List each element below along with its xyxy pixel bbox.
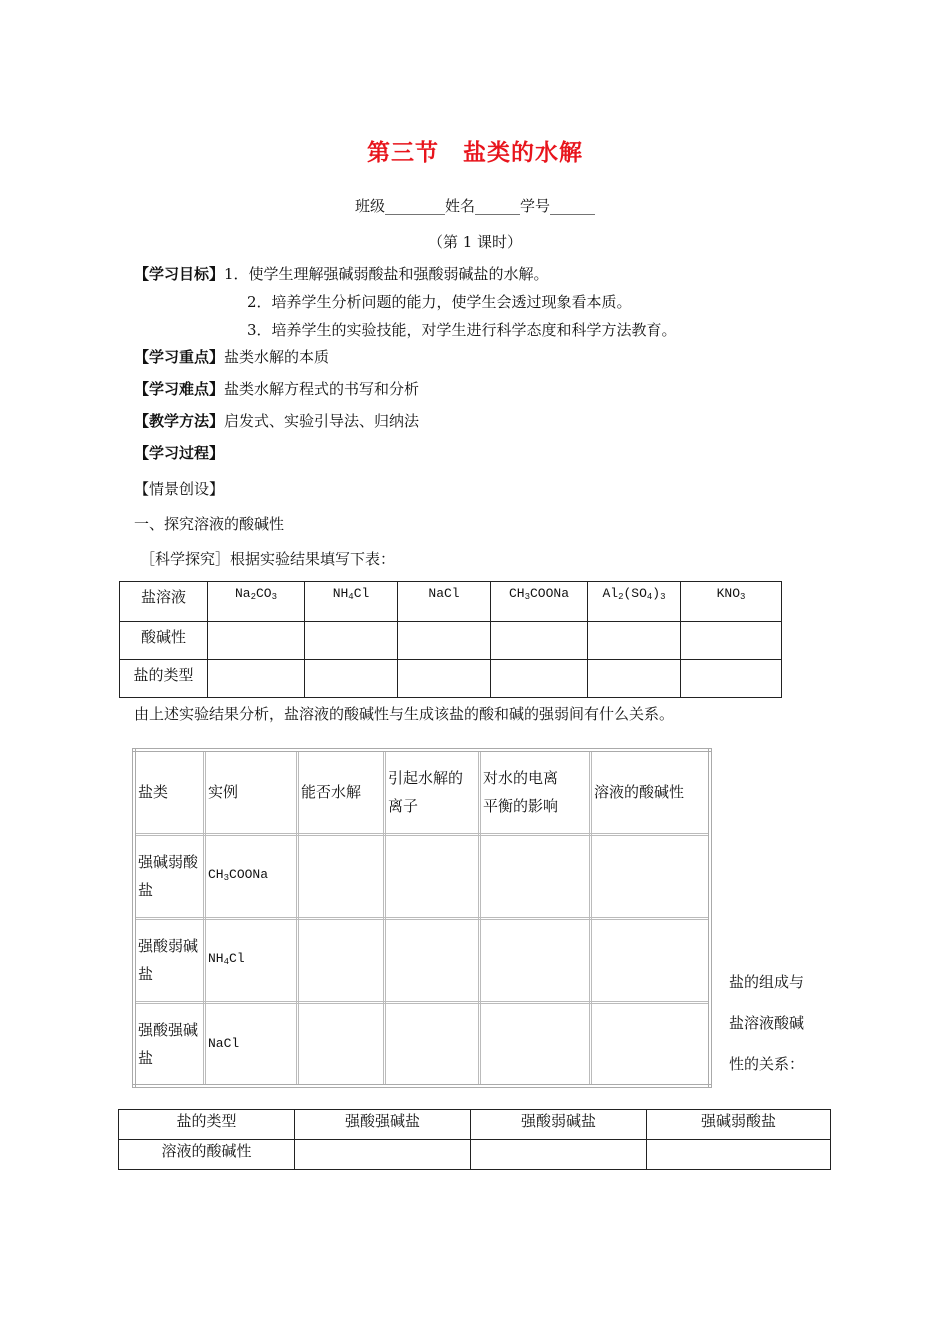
- hydrolysis-table: [132, 748, 712, 1088]
- salt-type-row-label: 盐的类型: [120, 660, 208, 698]
- goal-label: 【学习目标】: [134, 265, 225, 283]
- table-cell[interactable]: [480, 918, 591, 1002]
- table-cell[interactable]: [398, 660, 491, 698]
- side-note-line1: 盐的组成与: [729, 973, 805, 991]
- row2-label-line1: 强酸弱碱: [138, 937, 199, 955]
- student-info-line: 班级________姓名______学号______: [354, 197, 595, 215]
- salt-kno3: $KNO_3$: [681, 582, 782, 622]
- salt-na2co3: $Na_2CO_3$: [208, 582, 305, 622]
- strong-acid-weak-base-header: 强酸弱碱盐: [471, 1110, 647, 1140]
- table-cell[interactable]: [471, 1140, 647, 1170]
- salt-type-header: 盐的类型: [119, 1110, 295, 1140]
- table-cell[interactable]: [591, 834, 711, 918]
- col-can-hydrolyze: 能否水解: [298, 750, 385, 834]
- salt-al2so43: $Al_2(SO_4)_3$: [588, 582, 681, 622]
- solution-acidity-row-label: 溶液的酸碱性: [119, 1140, 295, 1170]
- side-note-line2: 盐溶液酸碱: [729, 1014, 805, 1032]
- table-cell[interactable]: [480, 834, 591, 918]
- col-hydrolysis-ion-line1: 引起水解的: [388, 769, 464, 788]
- lesson-number: （第 1 课时）: [427, 233, 523, 251]
- focus-label: 【学习重点】: [134, 348, 225, 366]
- table-cell[interactable]: [491, 660, 588, 698]
- strong-base-weak-acid-header: 强碱弱酸盐: [647, 1110, 831, 1140]
- salt-solution-table: [119, 581, 782, 698]
- salt-nh4cl: $NH_4Cl$: [305, 582, 398, 622]
- page-title: 第三节 盐类的水解: [367, 140, 583, 166]
- difficulty-label: 【学习难点】: [134, 380, 225, 398]
- col-solution-acidity: 溶液的酸碱性: [591, 750, 711, 834]
- table-cell[interactable]: [298, 918, 385, 1002]
- row1-label-line1: 强碱弱酸: [138, 853, 199, 871]
- example-nacl: NaCl: [205, 1002, 298, 1086]
- salt-ch3coona: $CH_3COONa$: [491, 582, 588, 622]
- table-cell[interactable]: [298, 834, 385, 918]
- section-heading: 一、探究溶液的酸碱性: [134, 515, 285, 533]
- salt-nacl: NaCl: [398, 582, 491, 622]
- analysis-question: 由上述实验结果分析，盐溶液的酸碱性与生成该盐的酸和碱的强弱间有什么关系。: [134, 705, 675, 723]
- table-cell[interactable]: [491, 622, 588, 660]
- col-salt-class: 盐类: [134, 750, 205, 834]
- salt-solution-header: 盐溶液: [120, 582, 208, 622]
- process-label: 【学习过程】: [134, 444, 225, 462]
- table-cell[interactable]: [305, 660, 398, 698]
- example-nh4cl: $NH_4Cl$: [205, 918, 298, 1002]
- table-cell[interactable]: [295, 1140, 471, 1170]
- scene-label: 【情景创设】: [134, 480, 225, 498]
- col-hydrolysis-ion: [385, 750, 480, 834]
- table-cell[interactable]: [208, 622, 305, 660]
- strong-acid-strong-base-header: 强酸强碱盐: [295, 1110, 471, 1140]
- method-label: 【教学方法】: [134, 412, 225, 430]
- row3-label-line1: 强酸强碱: [138, 1020, 199, 1039]
- row-strong-acid-weak-base: [134, 918, 205, 1002]
- side-note-line3: 性的关系：: [729, 1055, 805, 1073]
- table-cell[interactable]: [385, 918, 480, 1002]
- table-cell[interactable]: [591, 1002, 711, 1086]
- row3-label-line2: 盐: [138, 1048, 154, 1067]
- row1-label-line2: 盐: [138, 881, 154, 899]
- goal-2: 2．培养学生分析问题的能力，使学生会透过现象看本质。: [247, 293, 632, 311]
- goal-3: 3．培养学生的实验技能，对学生进行科学态度和科学方法教育。: [247, 321, 677, 339]
- col-water-ionization: [480, 750, 591, 834]
- col-water-line1: 对水的电离: [483, 769, 559, 788]
- table-cell[interactable]: [647, 1140, 831, 1170]
- table-cell[interactable]: [385, 834, 480, 918]
- method-text: 启发式、实验引导法、归纳法: [224, 412, 420, 430]
- row-strong-acid-strong-base: [134, 1002, 205, 1086]
- col-example: 实例: [205, 750, 298, 834]
- table-cell[interactable]: [398, 622, 491, 660]
- table-cell[interactable]: [681, 622, 782, 660]
- salt-type-acidity-table: [118, 1109, 831, 1170]
- table-cell[interactable]: [681, 660, 782, 698]
- acidity-row-label: 酸碱性: [120, 622, 208, 660]
- col-hydrolysis-ion-line2: 离子: [388, 797, 419, 816]
- goal-1: 1．使学生理解强碱弱酸盐和强酸弱碱盐的水解。: [224, 265, 549, 283]
- example-ch3coona: $CH_3COONa$: [205, 834, 298, 918]
- row-strong-base-weak-acid: [134, 834, 205, 918]
- table-cell[interactable]: [480, 1002, 591, 1086]
- difficulty-text: 盐类水解方程式的书写和分析: [224, 380, 420, 398]
- table-cell[interactable]: [305, 622, 398, 660]
- table-cell[interactable]: [385, 1002, 480, 1086]
- table-cell[interactable]: [588, 622, 681, 660]
- table-cell[interactable]: [298, 1002, 385, 1086]
- col-water-line2: 平衡的影响: [483, 797, 559, 816]
- focus-text: 盐类水解的本质: [224, 348, 330, 366]
- table-cell[interactable]: [591, 918, 711, 1002]
- table-cell[interactable]: [588, 660, 681, 698]
- explore-instruction: ［科学探究］根据实验结果填写下表：: [140, 550, 396, 568]
- table-cell[interactable]: [208, 660, 305, 698]
- row2-label-line2: 盐: [138, 965, 154, 983]
